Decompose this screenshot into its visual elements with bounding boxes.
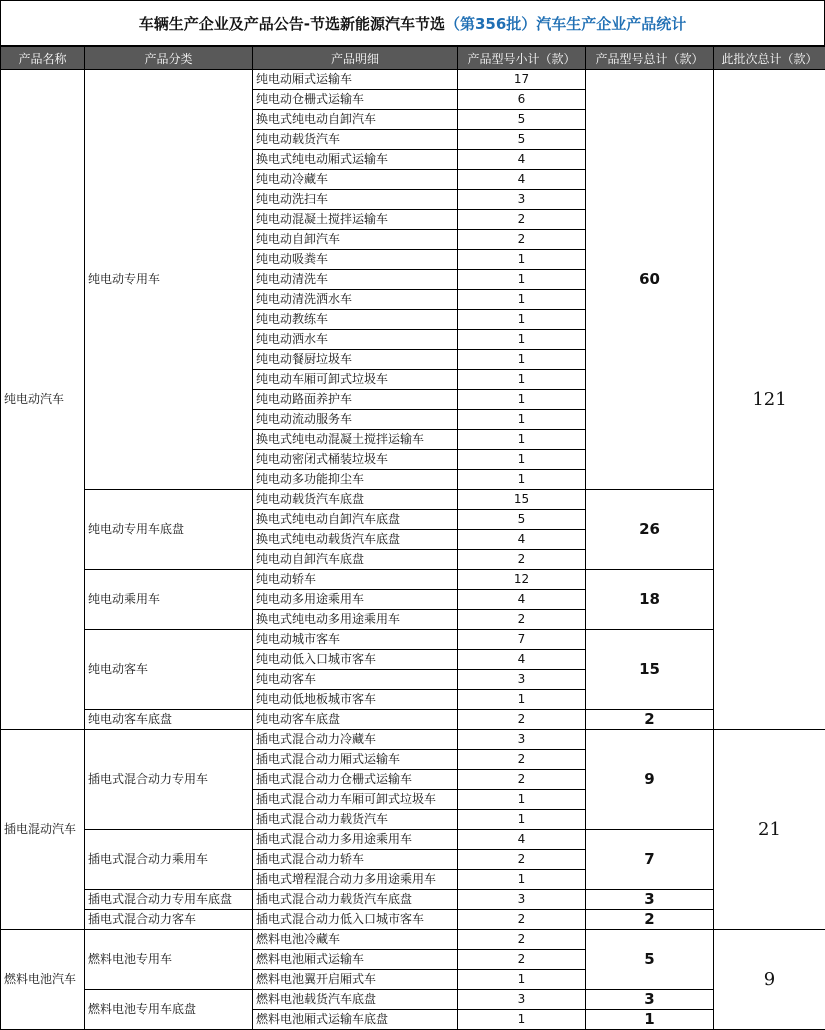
model-subtotal-cell: 3 xyxy=(458,190,586,210)
model-subtotal-cell: 1 xyxy=(458,1010,586,1030)
table-row xyxy=(1,930,825,950)
model-subtotal-cell: 5 xyxy=(458,110,586,130)
model-subtotal-cell: 5 xyxy=(458,510,586,530)
model-total-cell: 1 xyxy=(586,1010,714,1030)
product-detail-cell: 插电式混合动力载货汽车 xyxy=(253,810,458,830)
model-subtotal-cell: 1 xyxy=(458,310,586,330)
model-subtotal-cell: 1 xyxy=(458,390,586,410)
model-subtotal-cell: 2 xyxy=(458,210,586,230)
table-row xyxy=(1,630,825,650)
product-detail-cell: 插电式混合动力载货汽车底盘 xyxy=(253,890,458,910)
model-total-cell: 18 xyxy=(586,570,714,630)
model-subtotal-cell: 1 xyxy=(458,870,586,890)
product-detail-cell: 纯电动多用途乘用车 xyxy=(253,590,458,610)
model-total-cell: 2 xyxy=(586,910,714,930)
product-detail-cell: 纯电动清洗洒水车 xyxy=(253,290,458,310)
model-subtotal-cell: 4 xyxy=(458,150,586,170)
product-table xyxy=(0,46,825,1030)
product-detail-cell: 纯电动自卸汽车底盘 xyxy=(253,550,458,570)
product-detail-cell: 插电式增程混合动力多用途乘用车 xyxy=(253,870,458,890)
table-body xyxy=(1,70,825,1030)
model-subtotal-cell: 4 xyxy=(458,530,586,550)
product-name-cell: 插电混动汽车 xyxy=(1,730,85,930)
model-total-cell: 9 xyxy=(586,730,714,830)
model-subtotal-cell: 7 xyxy=(458,630,586,650)
model-subtotal-cell: 2 xyxy=(458,750,586,770)
product-name-cell: 纯电动汽车 xyxy=(1,70,85,730)
product-detail-cell: 纯电动吸粪车 xyxy=(253,250,458,270)
model-subtotal-cell: 2 xyxy=(458,610,586,630)
product-category-cell: 插电式混合动力乘用车 xyxy=(85,830,253,890)
product-detail-cell: 纯电动流动服务车 xyxy=(253,410,458,430)
batch-total-cell: 121 xyxy=(714,70,825,730)
product-detail-cell: 燃料电池厢式运输车底盘 xyxy=(253,1010,458,1030)
product-detail-cell: 纯电动轿车 xyxy=(253,570,458,590)
model-subtotal-cell: 5 xyxy=(458,130,586,150)
table-row xyxy=(1,830,825,850)
model-subtotal-cell: 2 xyxy=(458,910,586,930)
product-detail-cell: 插电式混合动力仓栅式运输车 xyxy=(253,770,458,790)
batch-total-cell: 9 xyxy=(714,930,825,1030)
model-subtotal-cell: 3 xyxy=(458,890,586,910)
product-detail-cell: 燃料电池冷藏车 xyxy=(253,930,458,950)
model-total-cell: 5 xyxy=(586,930,714,990)
table-row xyxy=(1,910,825,930)
model-subtotal-cell: 1 xyxy=(458,370,586,390)
model-subtotal-cell: 2 xyxy=(458,930,586,950)
model-subtotal-cell: 1 xyxy=(458,450,586,470)
product-detail-cell: 纯电动客车 xyxy=(253,670,458,690)
table-row xyxy=(1,990,825,1010)
product-detail-cell: 纯电动餐厨垃圾车 xyxy=(253,350,458,370)
product-detail-cell: 插电式混合动力厢式运输车 xyxy=(253,750,458,770)
product-detail-cell: 纯电动清洗车 xyxy=(253,270,458,290)
model-subtotal-cell: 1 xyxy=(458,350,586,370)
model-subtotal-cell: 4 xyxy=(458,650,586,670)
product-detail-cell: 纯电动多功能抑尘车 xyxy=(253,470,458,490)
table-row xyxy=(1,490,825,510)
model-subtotal-cell: 4 xyxy=(458,590,586,610)
product-category-cell: 纯电动专用车底盘 xyxy=(85,490,253,570)
product-detail-cell: 纯电动自卸汽车 xyxy=(253,230,458,250)
product-detail-cell: 纯电动路面养护车 xyxy=(253,390,458,410)
model-subtotal-cell: 3 xyxy=(458,670,586,690)
model-total-cell: 7 xyxy=(586,830,714,890)
model-subtotal-cell: 3 xyxy=(458,990,586,1010)
sheet-title xyxy=(0,0,825,46)
header-row xyxy=(1,47,825,70)
model-subtotal-cell: 3 xyxy=(458,730,586,750)
product-detail-cell: 纯电动仓栅式运输车 xyxy=(253,90,458,110)
model-subtotal-cell: 2 xyxy=(458,950,586,970)
product-detail-cell: 纯电动载货汽车 xyxy=(253,130,458,150)
model-subtotal-cell: 2 xyxy=(458,550,586,570)
model-subtotal-cell: 4 xyxy=(458,830,586,850)
product-category-cell: 插电式混合动力专用车 xyxy=(85,730,253,830)
batch-total-cell: 21 xyxy=(714,730,825,930)
model-total-cell: 2 xyxy=(586,710,714,730)
model-total-cell: 26 xyxy=(586,490,714,570)
product-detail-cell: 燃料电池翼开启厢式车 xyxy=(253,970,458,990)
product-detail-cell: 纯电动城市客车 xyxy=(253,630,458,650)
model-subtotal-cell: 1 xyxy=(458,290,586,310)
product-detail-cell: 换电式纯电动自卸汽车底盘 xyxy=(253,510,458,530)
model-total-cell: 3 xyxy=(586,890,714,910)
header-batch-total: 此批次总计（款） xyxy=(714,47,825,70)
product-detail-cell: 插电式混合动力多用途乘用车 xyxy=(253,830,458,850)
title-highlight: （第356批）汽车生产企业产品统计 xyxy=(444,15,687,33)
product-detail-cell: 纯电动厢式运输车 xyxy=(253,70,458,90)
model-subtotal-cell: 1 xyxy=(458,810,586,830)
product-name-cell: 燃料电池汽车 xyxy=(1,930,85,1030)
product-detail-cell: 纯电动混凝土搅拌运输车 xyxy=(253,210,458,230)
model-subtotal-cell: 1 xyxy=(458,330,586,350)
table-row xyxy=(1,890,825,910)
product-detail-cell: 插电式混合动力车厢可卸式垃圾车 xyxy=(253,790,458,810)
header-model-subtotal: 产品型号小计（款） xyxy=(458,47,586,70)
model-subtotal-cell: 4 xyxy=(458,170,586,190)
model-subtotal-cell: 1 xyxy=(458,430,586,450)
product-category-cell: 燃料电池专用车底盘 xyxy=(85,990,253,1030)
model-subtotal-cell: 1 xyxy=(458,690,586,710)
model-subtotal-cell: 2 xyxy=(458,230,586,250)
product-detail-cell: 纯电动载货汽车底盘 xyxy=(253,490,458,510)
model-subtotal-cell: 1 xyxy=(458,470,586,490)
header-product-category: 产品分类 xyxy=(85,47,253,70)
product-detail-cell: 纯电动教练车 xyxy=(253,310,458,330)
header-product-name: 产品名称 xyxy=(1,47,85,70)
product-category-cell: 纯电动客车 xyxy=(85,630,253,710)
model-subtotal-cell: 6 xyxy=(458,90,586,110)
product-detail-cell: 换电式纯电动多用途乘用车 xyxy=(253,610,458,630)
product-category-cell: 纯电动专用车 xyxy=(85,70,253,490)
product-detail-cell: 纯电动低入口城市客车 xyxy=(253,650,458,670)
header-model-total: 产品型号总计（款） xyxy=(586,47,714,70)
product-detail-cell: 换电式纯电动载货汽车底盘 xyxy=(253,530,458,550)
model-subtotal-cell: 1 xyxy=(458,250,586,270)
model-subtotal-cell: 12 xyxy=(458,570,586,590)
product-detail-cell: 换电式纯电动自卸汽车 xyxy=(253,110,458,130)
model-subtotal-cell: 1 xyxy=(458,270,586,290)
product-detail-cell: 纯电动洗扫车 xyxy=(253,190,458,210)
model-subtotal-cell: 1 xyxy=(458,970,586,990)
model-subtotal-cell: 1 xyxy=(458,410,586,430)
product-detail-cell: 纯电动车厢可卸式垃圾车 xyxy=(253,370,458,390)
product-detail-cell: 纯电动低地板城市客车 xyxy=(253,690,458,710)
product-detail-cell: 纯电动密闭式桶装垃圾车 xyxy=(253,450,458,470)
product-detail-cell: 插电式混合动力冷藏车 xyxy=(253,730,458,750)
product-category-cell: 纯电动客车底盘 xyxy=(85,710,253,730)
product-detail-cell: 换电式纯电动混凝土搅拌运输车 xyxy=(253,430,458,450)
product-detail-cell: 燃料电池载货汽车底盘 xyxy=(253,990,458,1010)
product-detail-cell: 燃料电池厢式运输车 xyxy=(253,950,458,970)
product-category-cell: 插电式混合动力专用车底盘 xyxy=(85,890,253,910)
model-subtotal-cell: 15 xyxy=(458,490,586,510)
model-subtotal-cell: 2 xyxy=(458,710,586,730)
table-row xyxy=(1,570,825,590)
model-subtotal-cell: 17 xyxy=(458,70,586,90)
table-row xyxy=(1,730,825,750)
model-total-cell: 60 xyxy=(586,70,714,490)
header-product-detail: 产品明细 xyxy=(253,47,458,70)
product-detail-cell: 换电式纯电动厢式运输车 xyxy=(253,150,458,170)
product-category-cell: 纯电动乘用车 xyxy=(85,570,253,630)
model-subtotal-cell: 1 xyxy=(458,790,586,810)
product-detail-cell: 插电式混合动力轿车 xyxy=(253,850,458,870)
model-subtotal-cell: 2 xyxy=(458,770,586,790)
title-main: 车辆生产企业及产品公告-节选新能源汽车节选 xyxy=(138,15,445,33)
table-row xyxy=(1,70,825,90)
table-row xyxy=(1,710,825,730)
product-detail-cell: 插电式混合动力低入口城市客车 xyxy=(253,910,458,930)
product-detail-cell: 纯电动客车底盘 xyxy=(253,710,458,730)
product-category-cell: 插电式混合动力客车 xyxy=(85,910,253,930)
model-total-cell: 15 xyxy=(586,630,714,710)
model-total-cell: 3 xyxy=(586,990,714,1010)
product-category-cell: 燃料电池专用车 xyxy=(85,930,253,990)
product-detail-cell: 纯电动冷藏车 xyxy=(253,170,458,190)
model-subtotal-cell: 2 xyxy=(458,850,586,870)
product-detail-cell: 纯电动洒水车 xyxy=(253,330,458,350)
